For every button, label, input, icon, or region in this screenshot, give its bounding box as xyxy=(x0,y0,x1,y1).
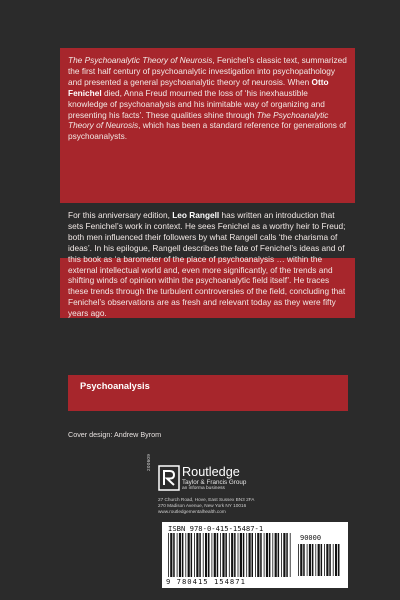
barcode-bar xyxy=(272,533,273,577)
barcode-bar xyxy=(199,533,201,577)
barcode-bar xyxy=(307,544,308,576)
addon-barcode xyxy=(298,544,342,576)
ean-barcode xyxy=(168,533,294,577)
barcode-bar xyxy=(240,533,242,577)
publisher-name: Routledge xyxy=(182,465,240,479)
barcode-bar xyxy=(243,533,245,577)
barcode-bar xyxy=(329,544,331,576)
barcode-bar xyxy=(286,533,288,577)
barcode-bar xyxy=(290,533,291,577)
barcode-bar xyxy=(298,544,299,576)
blurb-text-run: , which has been a standard reference for generations of psychoanalysts. xyxy=(68,120,347,142)
barcode-bar xyxy=(222,533,224,577)
publisher-tagline: an informa business xyxy=(182,486,225,491)
barcode-bar xyxy=(335,544,337,576)
barcode-bar xyxy=(283,533,285,577)
barcode-bar xyxy=(212,533,213,577)
barcode-bar xyxy=(324,544,325,576)
printer-code: 200609 xyxy=(146,453,151,471)
address-line: 270 Madison Avenue, New York NY 10016 xyxy=(158,503,247,509)
blurb-text-run: , Fenichel’s classic text, summarized the first half century of psychoanalytic investigation into psychopathology and presented a general psychoanalytic theory of neurosis. When xyxy=(68,55,347,87)
address-line: 27 Church Road, Hove, East Sussex BN3 2FA xyxy=(158,497,255,502)
barcode-bar xyxy=(264,533,265,577)
blurb-paragraph-1 xyxy=(68,55,348,142)
cover-design-credit: Cover design: Andrew Byrom xyxy=(68,430,162,439)
isbn-text: ISBN 978-0-415-15487-1 xyxy=(168,524,264,533)
routledge-logo-icon xyxy=(158,465,180,491)
blurb-text-run: The Psychoanalytic Theory of Neurosis xyxy=(68,55,213,65)
blurb-text-run: has written an introduction that sets Fenichel’s work in context. He sees Fenichel as a worthy heir to Freud; both men influenced their followers by what Rangell calls ‘the charisma of ideas’. In his epilogue, Rangell describes the fate of Fenichel’s ideas and of this book as ‘a barometer of the place of psychoanalysis … within the external intellectual world and, even more significantly, of the trends and shifting winds of opinion within the psychoanalytic field itself’. He traces these trends through the turbulent controversies of the field, concluding that Fenichel’s observations are as fresh and relevant today as they were fifty years ago. xyxy=(68,210,346,319)
barcode-bar xyxy=(196,533,198,577)
publisher-group: Taylor & Francis Group xyxy=(182,479,247,486)
barcode-bar xyxy=(309,544,311,576)
barcode-bar xyxy=(333,544,334,576)
barcode-bar xyxy=(338,544,340,576)
barcode-bar xyxy=(318,544,320,576)
barcode-bar xyxy=(252,533,254,577)
barcode-bar xyxy=(249,533,251,577)
barcode-bar xyxy=(312,544,314,576)
barcode-bar xyxy=(229,533,230,577)
barcode-box xyxy=(162,522,348,588)
barcode-bar xyxy=(185,533,186,577)
subject-band xyxy=(68,375,348,411)
barcode-bar xyxy=(225,533,227,577)
barcode-bar xyxy=(303,544,305,576)
barcode-bar xyxy=(194,533,195,577)
barcode-bar xyxy=(168,533,169,577)
barcode-bar xyxy=(177,533,178,577)
blurb-text-run: The Psychoanalytic Theory of Neurosis xyxy=(68,109,329,131)
barcode-bar xyxy=(238,533,239,577)
barcode-bar xyxy=(217,533,219,577)
blurb-text-run: For this anniversary edition, xyxy=(68,210,173,220)
blurb-text-run: Otto Fenichel xyxy=(68,76,329,98)
barcode-bar xyxy=(275,533,277,577)
barcode-bar xyxy=(257,533,259,577)
barcode-bar xyxy=(203,533,204,577)
publisher-block xyxy=(146,453,348,515)
address-line: www.routledgementalhealth.com xyxy=(158,509,226,515)
barcode-bar xyxy=(281,533,282,577)
blurb-text-run: died, Anna Freud mourned the loss of ‘his inexhaustible knowledge of psychoanalysis and his inimitable way of organizing and presenting his facts’. These qualities shine through xyxy=(68,87,325,120)
barcode-bar xyxy=(188,533,190,577)
barcode-bar xyxy=(260,533,262,577)
barcode-bar xyxy=(208,533,210,577)
barcode-bar xyxy=(234,533,236,577)
blurb-text-run: Leo Rangell xyxy=(172,210,220,220)
barcode-bar xyxy=(266,533,268,577)
barcode-bar xyxy=(205,533,207,577)
barcode-bar xyxy=(269,533,271,577)
barcode-bar xyxy=(321,544,323,576)
blurb-paragraph-2 xyxy=(68,210,348,319)
barcode-bar xyxy=(173,533,175,577)
barcode-bar xyxy=(300,544,302,576)
barcode-bar xyxy=(231,533,233,577)
subject-label: Psychoanalysis xyxy=(80,381,150,391)
price-code: 90000 xyxy=(300,534,322,542)
barcode-bar xyxy=(326,544,328,576)
barcode-bar xyxy=(278,533,280,577)
barcode-bar xyxy=(220,533,221,577)
barcode-bar xyxy=(246,533,247,577)
barcode-bar xyxy=(315,544,316,576)
barcode-bar xyxy=(191,533,193,577)
barcode-bar xyxy=(255,533,256,577)
barcode-bar xyxy=(170,533,172,577)
ean-digits: 9 780415 154871 xyxy=(166,577,246,586)
publisher-address xyxy=(158,497,254,515)
barcode-bar xyxy=(182,533,184,577)
barcode-bar xyxy=(214,533,216,577)
barcode-bar xyxy=(179,533,181,577)
